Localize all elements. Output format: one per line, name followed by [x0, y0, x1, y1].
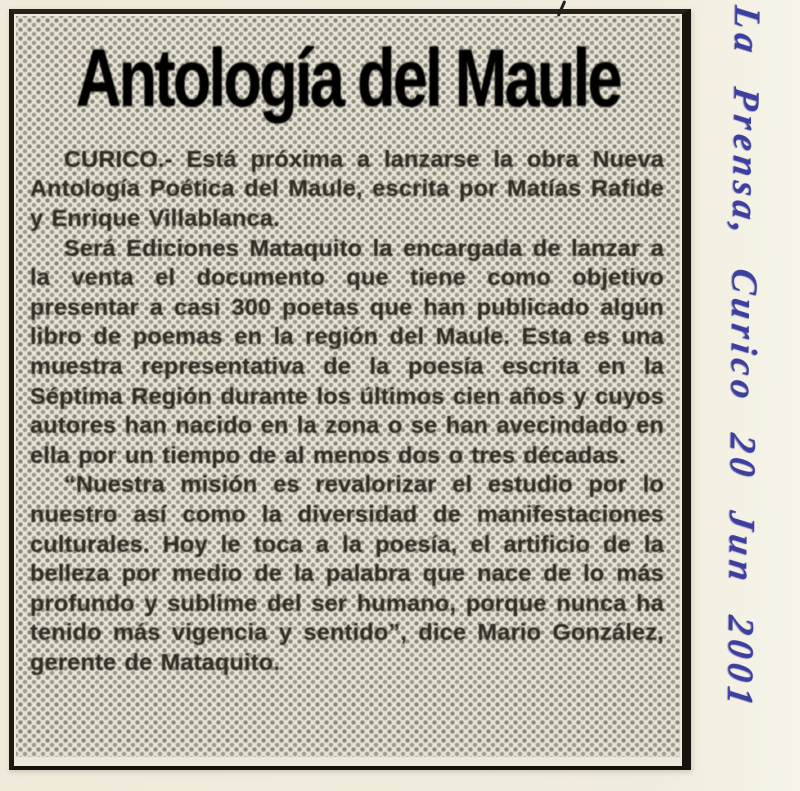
- article-paragraph: “Nuestra misión es revalorizar el estudio por lo nuestro así como la diversidad de manifestaciones culturales. Hoy le toca a la poesía, el artificio de la belleza por medio de la palabra que nace de lo más profundo y sublime del ser humano, porque nunca ha tenido más vigencia y sentido”, dice Mario González, gerente de Mataquito.: [30, 471, 664, 675]
- halftone-texture: [16, 16, 680, 757]
- newspaper-clipping: [9, 9, 691, 770]
- handwritten-annotation: La Prensa, Curico 20 Jun 2001: [718, 3, 768, 713]
- article-paragraph: CURICO.- Está próxima a lanzarse la obra Nueva Antología Poética del Maule, escrita por Matías Rafide y Enrique Villablanca.: [30, 145, 664, 232]
- article-paragraph: Será Ediciones Mataquito la encargada de lanzar a la venta el documento que tiene como objetivo presentar a casi 300 poetas que han publicado algún libro de poemas en la región del Maule. Esta es una muestra representativa de la poesía escrita en la Séptima Región durante los últimos cien años y cuyos autores han nacido en la zona o se han avecindado en ella por un tiempo de al menos dos o tres décadas.: [30, 234, 664, 468]
- article-body: [16, 145, 680, 678]
- article-title: Antología del Maule: [76, 33, 620, 124]
